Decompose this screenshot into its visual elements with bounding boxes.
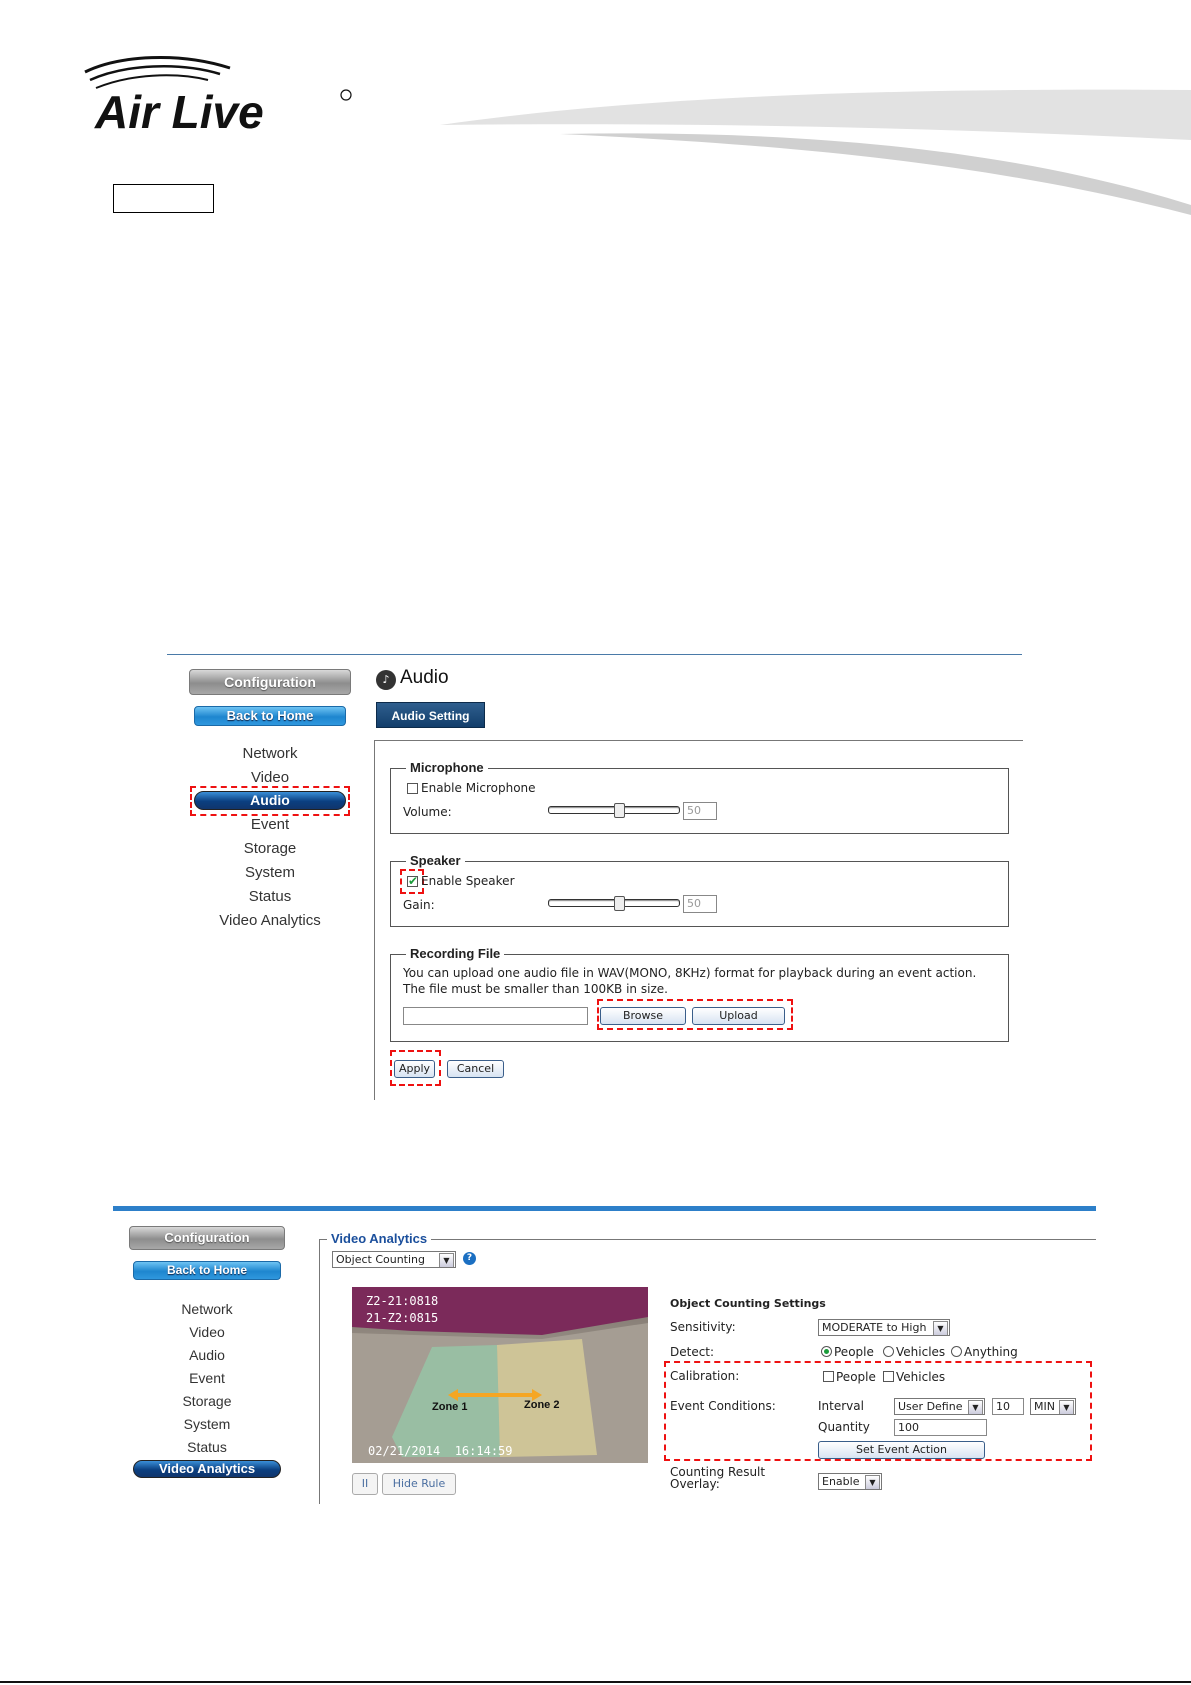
- sensitivity-select[interactable]: MODERATE to High ▼: [818, 1319, 950, 1336]
- cancel-button[interactable]: Cancel: [447, 1060, 504, 1078]
- detect-anything-label: Anything: [964, 1345, 1018, 1359]
- upload-button[interactable]: Upload: [692, 1007, 785, 1025]
- logo-text: Air Live: [95, 86, 264, 138]
- chevron-down-icon: ▼: [439, 1253, 454, 1268]
- video-analytics-screenshot: [113, 1206, 1096, 1509]
- nav-video[interactable]: Video: [250, 769, 290, 786]
- nav-network[interactable]: Network: [181, 1301, 233, 1317]
- recording-file-input[interactable]: [403, 1007, 588, 1025]
- chevron-down-icon: ▼: [865, 1475, 880, 1490]
- nav-video[interactable]: Video: [189, 1324, 225, 1340]
- zone2-label: Zone 2: [524, 1399, 560, 1411]
- counting-overlay-label-line1: Counting Result: [670, 1465, 766, 1479]
- detect-people-radio[interactable]: [821, 1346, 832, 1357]
- help-icon[interactable]: ?: [463, 1252, 476, 1265]
- browse-button[interactable]: Browse: [600, 1007, 686, 1025]
- sensitivity-label: Sensitivity:: [670, 1320, 736, 1334]
- detect-people-label: People: [834, 1345, 874, 1359]
- highlight-nav-audio: [190, 786, 350, 816]
- video-timestamp: 02/21/2014 16:14:59: [368, 1444, 513, 1458]
- nav-video-analytics[interactable]: Video Analytics: [219, 912, 321, 929]
- enable-microphone-label: Enable Microphone: [421, 781, 536, 795]
- calibration-people-checkbox[interactable]: [823, 1371, 834, 1382]
- set-event-action-button[interactable]: Set Event Action: [818, 1441, 985, 1459]
- nav-storage[interactable]: Storage: [243, 840, 297, 857]
- interval-label: Interval: [818, 1399, 864, 1413]
- nav-storage[interactable]: Storage: [182, 1393, 232, 1409]
- nav-system[interactable]: System: [183, 1416, 231, 1432]
- chevron-down-icon: ▼: [1059, 1400, 1074, 1415]
- counting-overlay-label: [670, 1466, 765, 1490]
- counting-overlay-label-line2: Overlay:: [670, 1477, 720, 1491]
- highlight-apply: [390, 1050, 441, 1086]
- configuration-header: Configuration: [189, 669, 351, 695]
- video-preview: [352, 1287, 648, 1463]
- settings-title: Object Counting Settings: [670, 1297, 826, 1310]
- event-conditions-label: Event Conditions:: [670, 1399, 776, 1413]
- interval-unit-select[interactable]: MIN ▼: [1030, 1398, 1076, 1415]
- gain-label: Gain:: [403, 898, 435, 912]
- sidebar-divider: [319, 1239, 320, 1504]
- back-to-home-button[interactable]: Back to Home: [133, 1261, 281, 1280]
- gain-value-input[interactable]: 50: [683, 895, 717, 913]
- volume-slider-thumb[interactable]: [614, 803, 625, 818]
- zone1-label: Zone 1: [432, 1401, 468, 1413]
- enable-speaker-checkbox[interactable]: ✔: [408, 874, 419, 888]
- nav-video-analytics-active[interactable]: Video Analytics: [133, 1460, 281, 1478]
- detect-anything-radio[interactable]: [951, 1346, 962, 1357]
- speaker-fieldset: [390, 861, 1009, 927]
- chevron-down-icon: ▼: [968, 1400, 983, 1415]
- interval-mode-select[interactable]: User Define ▼: [894, 1398, 985, 1415]
- nav-audio-active[interactable]: Audio: [194, 791, 346, 810]
- video-overlay-line2: 21-Z2:0815: [366, 1311, 439, 1325]
- speaker-legend: Speaker: [406, 853, 465, 868]
- recording-info-line1: You can upload one audio file in WAV(MONO, 8KHz) format for playback during an event action.: [403, 966, 977, 980]
- nav-network[interactable]: Network: [242, 745, 298, 762]
- gain-slider-thumb[interactable]: [614, 896, 625, 911]
- video-analytics-legend: Video Analytics: [327, 1231, 431, 1246]
- chevron-down-icon: ▼: [933, 1321, 948, 1336]
- audio-icon: ♪: [376, 670, 396, 690]
- nav-status[interactable]: Status: [248, 888, 292, 905]
- microphone-legend: Microphone: [406, 760, 488, 775]
- highlight-browse-upload: [597, 999, 793, 1030]
- audio-config-screenshot: [167, 654, 1022, 1099]
- section-top-line: [319, 1239, 1096, 1240]
- apply-button[interactable]: Apply: [394, 1060, 435, 1078]
- calibration-people-label: People: [836, 1370, 876, 1384]
- recording-file-legend: Recording File: [406, 946, 504, 961]
- page-title: Audio: [400, 667, 449, 688]
- volume-label: Volume:: [403, 805, 452, 819]
- hide-rule-button[interactable]: Hide Rule: [382, 1473, 456, 1495]
- footer-rule: [0, 1681, 1191, 1683]
- enable-microphone-checkbox[interactable]: [407, 783, 418, 794]
- back-to-home-button[interactable]: Back to Home: [194, 706, 346, 726]
- tab-audio-setting[interactable]: Audio Setting: [376, 702, 485, 728]
- airlive-logo: [80, 50, 360, 140]
- video-overlay-line1: Z2-21:0818: [366, 1294, 439, 1308]
- pause-button[interactable]: II: [352, 1473, 378, 1495]
- configuration-header: Configuration: [129, 1226, 285, 1250]
- analytics-mode-select[interactable]: Object Counting ▼: [332, 1251, 456, 1268]
- nav-event[interactable]: Event: [250, 816, 290, 833]
- microphone-fieldset: [390, 768, 1009, 834]
- header-label-box: [113, 184, 214, 213]
- counting-overlay-select[interactable]: Enable ▼: [818, 1473, 882, 1490]
- detect-vehicles-label: Vehicles: [896, 1345, 946, 1359]
- nav-status[interactable]: Status: [187, 1439, 227, 1455]
- volume-value-input[interactable]: 50: [683, 802, 717, 820]
- calibration-label: Calibration:: [670, 1369, 740, 1383]
- interval-value-input[interactable]: 10: [992, 1398, 1024, 1415]
- recording-info-line2: The file must be smaller than 100KB in size.: [403, 982, 668, 996]
- enable-speaker-label: Enable Speaker: [421, 874, 515, 888]
- calibration-vehicles-label: Vehicles: [896, 1370, 946, 1384]
- quantity-input[interactable]: 100: [894, 1419, 987, 1436]
- nav-audio[interactable]: Audio: [189, 1347, 225, 1363]
- detect-label: Detect:: [670, 1345, 715, 1359]
- nav-system[interactable]: System: [244, 864, 295, 881]
- detect-vehicles-radio[interactable]: [883, 1346, 894, 1357]
- nav-event[interactable]: Event: [189, 1370, 225, 1386]
- quantity-label: Quantity: [818, 1420, 870, 1434]
- calibration-vehicles-checkbox[interactable]: [883, 1371, 894, 1382]
